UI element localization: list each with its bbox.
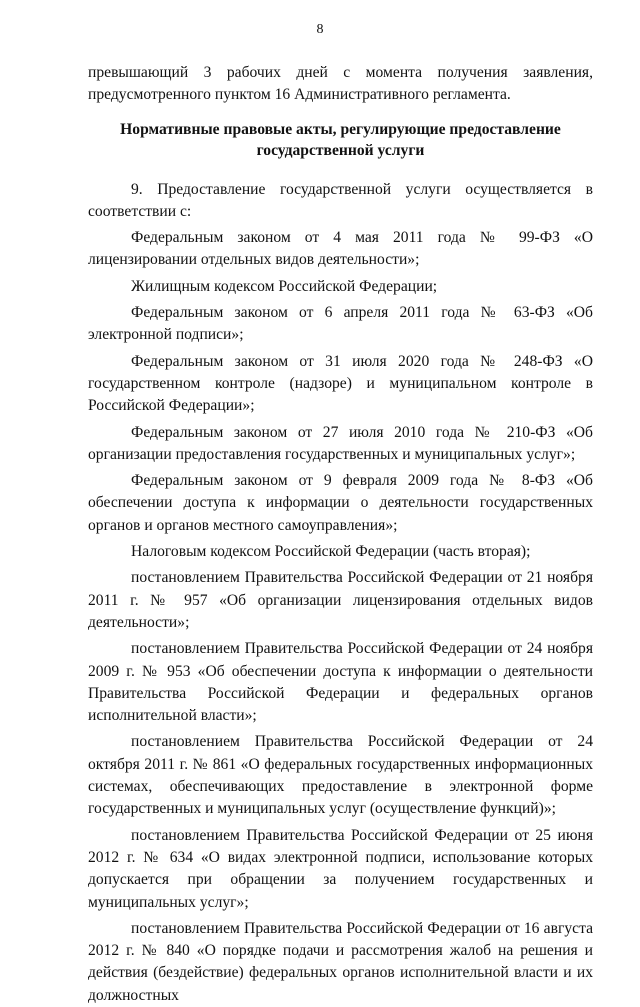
- list-item: Федеральным законом от 31 июля 2020 года № 248-ФЗ «О государственном контроле (надзоре) и муниципальном контроле в Российской Федерации»;: [88, 352, 593, 415]
- list-item: Федеральным законом от 9 февраля 2009 года № 8-ФЗ «Об обеспечении доступа к информации о деятельности государственных органов и органов местного самоуправления»;: [88, 472, 593, 534]
- list-item: Налоговым кодексом Российской Федерации (часть вторая);: [131, 543, 531, 561]
- section-heading: [88, 119, 593, 161]
- page-number: 8: [316, 22, 324, 37]
- section-heading-line-1: Нормативные правовые акты, регулирующие предоставление: [120, 120, 561, 138]
- list-item: Федеральным законом от 6 апреля 2011 года № 63-ФЗ «Об электронной подписи»;: [88, 304, 593, 344]
- list-item: постановлением Правительства Российской Федерации от 25 июня 2012 г. № 634 «О видах электронной подписи, использование которых допускается при обращении за получением государственных и муниципальных услуг»;: [88, 826, 593, 911]
- list-item: Федеральным законом от 27 июля 2010 года № 210-ФЗ «Об организации предоставления государственных и муниципальных услуг»;: [88, 423, 593, 463]
- list-item: постановлением Правительства Российской Федерации от 16 августа 2012 г. № 840 «О порядке подачи и рассмотрения жалоб на решения и действия (бездействие) федеральных органов исполнительной власти и их должностных: [88, 919, 593, 1004]
- list-item: Жилищным кодексом Российской Федерации;: [131, 277, 438, 295]
- list-item: постановлением Правительства Российской Федерации от 24 ноября 2009 г. № 953 «Об обеспечении доступа к информации о деятельности Правительства Российской Федерации и федеральных органов исполнительной власти»;: [88, 640, 593, 725]
- intro-paragraph: превышающий 3 рабочих дней с момента получения заявления, предусмотренного пунктом 16 Административного регламента.: [88, 64, 593, 104]
- list-item: постановлением Правительства Российской Федерации от 21 ноября 2011 г. № 957 «Об организации лицензирования отдельных видов деятельности»;: [88, 569, 593, 631]
- document-body: [88, 62, 593, 1007]
- paragraph-9: 9. Предоставление государственной услуги осуществляется в соответствии с:: [88, 180, 593, 220]
- section-heading-line-2: государственной услуги: [256, 141, 425, 159]
- list-item: Федеральным законом от 4 мая 2011 года № 99-ФЗ «О лицензировании отдельных видов деятельности»;: [88, 229, 593, 269]
- list-item: постановлением Правительства Российской Федерации от 24 октября 2011 г. № 861 «О федеральных государственных информационных системах, обеспечивающих предоставление в электронной форме государственных и муниципальных услуг (осуществление функций)»;: [88, 733, 593, 818]
